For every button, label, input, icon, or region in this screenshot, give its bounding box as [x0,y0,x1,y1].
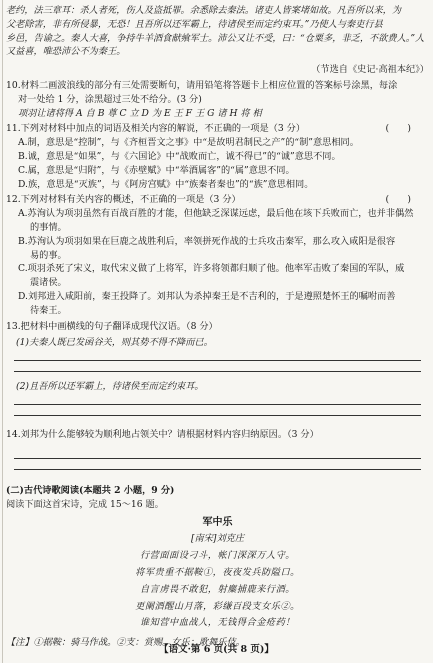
answer-paren: ( ) [385,194,411,206]
section-intro: 阅读下面这首宋诗，完成 15～16 题。 [6,498,164,510]
poem-note: 【注】①据鞍：骑马作战。②支：赏赐。女乐：歌舞乐伎。 [6,637,245,649]
option-a: A.制，意思是“控制”，与《齐桓晋文之事》中“是故明君制民之产”的“制”意思相同。 [18,137,359,149]
question-11 [6,122,429,191]
answer-paren: ( ) [385,123,411,135]
question-10 [6,79,429,120]
option-d: D.刘邦进入咸阳前，秦王投降了。刘邦认为杀掉秦王是不吉利的，于是遵照楚怀王的嘱咐而善 [18,290,396,302]
section-poetry [6,484,429,650]
poem-title: 军中乐 [202,517,233,529]
option-c-cont: 震诸侯。 [30,277,67,289]
answer-line [14,360,421,361]
page-footer: 【语文·第 6 页(共 8 页)】 [159,644,274,655]
poem-line: 谁知营中血战人，无钱得合金疮药！ [140,617,295,629]
option-a-cont: 的事情。 [30,221,67,233]
question-10-stem-cont: 对一处给 1 分，涂黑超过三处不给分。(3 分) [18,93,202,105]
option-c: C.项羽杀死了宋义，取代宋义做了上将军，许多将领都归顺了他。他率军击败了秦国的军队，威 [18,263,405,275]
option-d-cont: 待秦王。 [30,304,67,316]
question-10-options: 项羽让诸将得 A 自 B 尊 C 立 D 为 E 王 F 王 G 诸 H 将 相 [18,107,262,119]
passage-source: （节选自《史记·高祖本纪》） [311,64,429,76]
section-heading: (二)古代诗歌阅读(本题共 2 小题，9 分) [6,484,175,496]
option-b: B.诚，意思是“如果”，与《六国论》中“战败而亡，诚不得已”的“诚”意思不同。 [18,150,341,162]
answer-line [14,469,421,470]
answer-line [14,371,421,372]
question-12-stem: 12.下列对材料有关内容的概述，不正确的一项是（3 分） [6,194,241,206]
poem-author: [南宋]刘克庄 [190,533,245,545]
question-13 [6,320,429,416]
passage-line: 乡邑，告谕之。秦人大喜，争持牛羊酒食献飨军士。沛公又让不受，曰：“仓粟多，非乏，不欲费人。”人 [6,32,425,44]
passage-excerpt [6,4,429,77]
poem-line: 行营面面设刁斗，帐门深深万人守。 [140,550,295,562]
option-b: B.苏洵认为项羽如果在巨鹿之战胜利后，率领拼死作战的士兵攻击秦军，那么攻入咸阳是很容 [18,235,396,247]
question-13-stem: 13.把材料中画横线的句子翻译成现代汉语。（8 分） [6,320,218,332]
question-14-stem: 14.刘邦为什么能够较为顺利地占领关中？请根据材料内容归纳原因。（3 分） [6,428,319,440]
poem-line: 将军贵重不据鞍①，夜夜发兵防隘口。 [135,566,300,578]
answer-line [14,404,421,405]
poem-line: 更阑酒醒山月落，彩缣百段支女乐②。 [135,600,300,612]
answer-line [14,415,421,416]
passage-line: 又益喜，唯恐沛公不为秦王。 [6,46,126,58]
question-14 [6,428,429,470]
question-12 [6,193,429,317]
passage-line: 老约，法三章耳：杀人者死，伤人及盗抵罪。余悉除去秦法。诸吏人皆案堵如故。凡吾所以来，为 [6,5,402,16]
option-c: C.属，意思是“归附”，与《赤壁赋》中“举酒属客”的“属”意思不同。 [18,164,295,176]
question-10-stem: 10.材料二画波浪线的部分有三处需要断句，请用铅笔将答题卡上相应位置的答案标号涂黑，每涂 [6,79,398,91]
option-d: D.族，意思是“灭族”，与《阿房宫赋》中“族秦者秦也”的“族”意思相同。 [18,178,314,190]
option-a: A.苏洵认为项羽虽然有百战百胜的才能，但他缺乏深谋远虑，最后他在垓下兵败而亡，也并非偶然 [18,208,414,220]
page-content [6,4,429,650]
page-edge [2,0,3,663]
passage-line: 父老除害，非有所侵暴，无恐！且吾所以还军霸上，待诸侯至而定约束耳。”乃使人与秦吏行县 [6,18,383,30]
question-11-stem: 11.下列对材料中加点的词语及相关内容的解说，不正确的一项是（3 分） [6,123,306,135]
translation-item-2: (2)且吾所以还军霸上，待诸侯至而定约束耳。 [16,381,204,393]
poem-line: 自言虏畏不敢犯，射麋捕鹿来行酒。 [140,583,295,595]
translation-item-1: (1)夫秦人既已发函谷关，则其势不得不降而已。 [16,337,213,349]
option-b-cont: 易的事。 [30,249,67,261]
answer-line [14,458,421,459]
